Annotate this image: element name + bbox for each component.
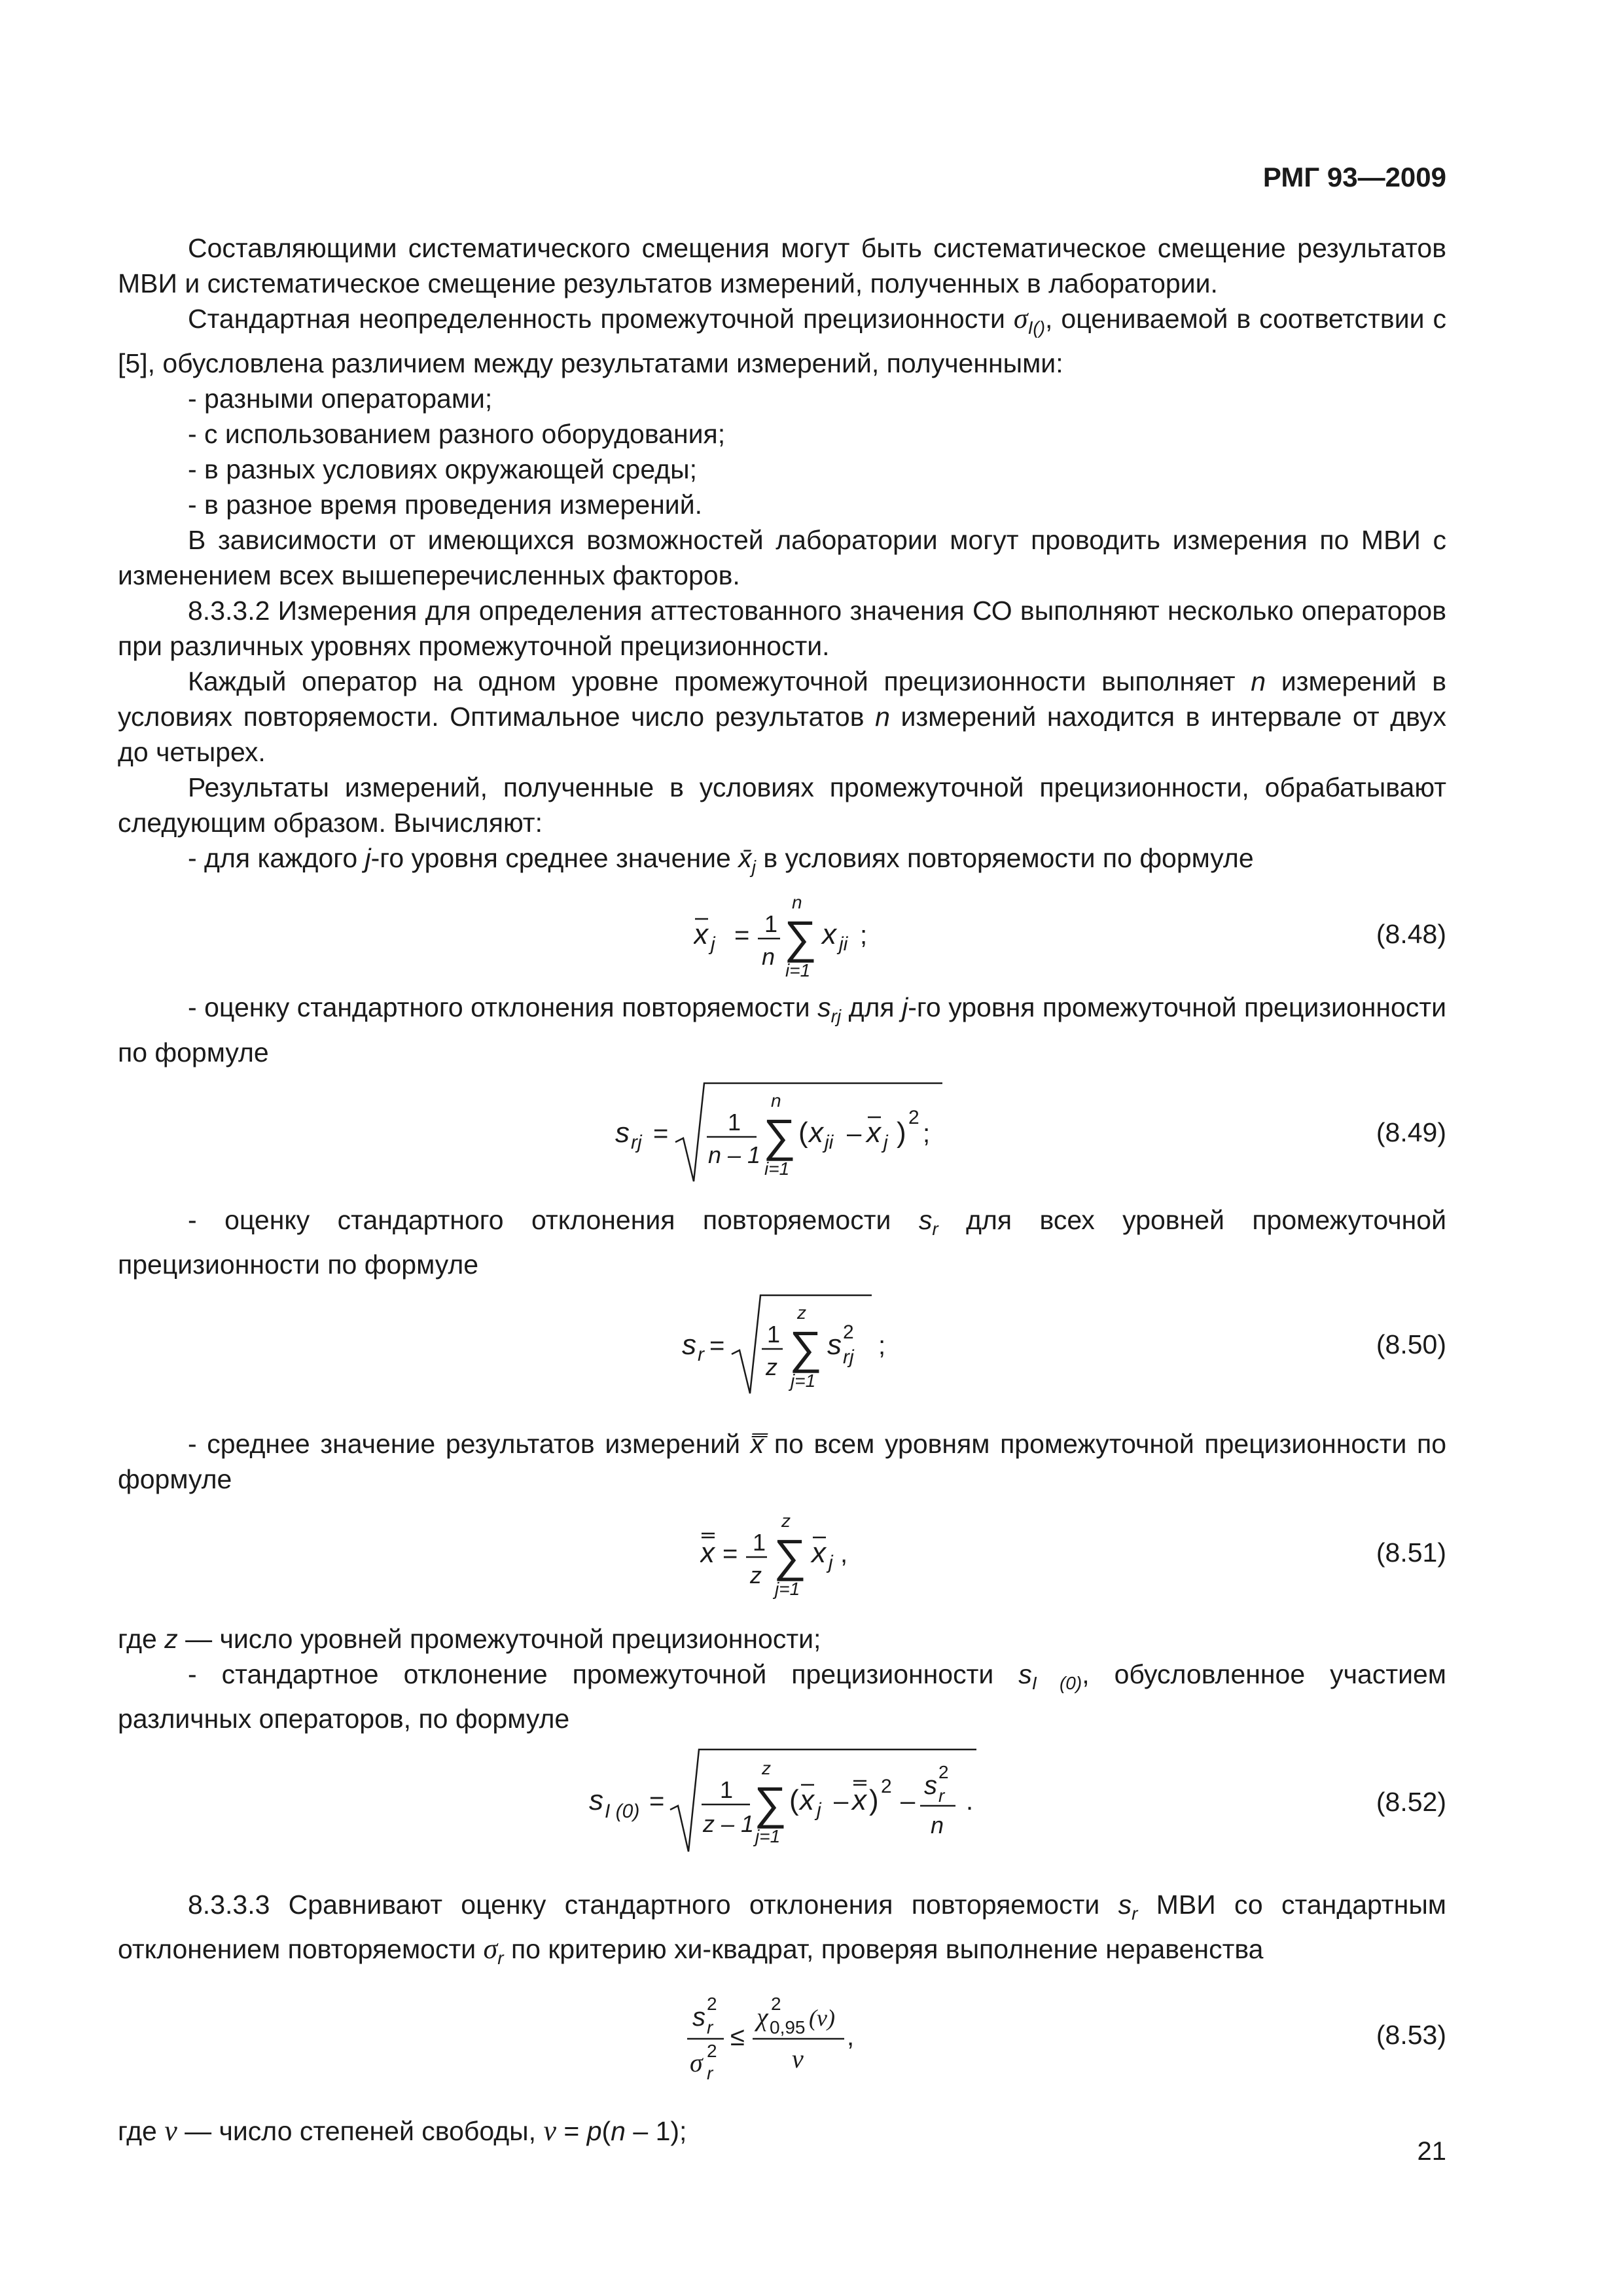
fraction-numerator: 1: [767, 1320, 781, 1348]
formula-punctuation: ;: [860, 921, 868, 950]
formula-argument: (ν): [809, 2005, 835, 2032]
paragraph-text: — число степеней свободы,: [177, 2116, 544, 2147]
paragraph-text: измерений находится в интервале от двух до четырех.: [118, 702, 1446, 768]
paragraph: [118, 522, 1446, 593]
formula-symbol: x: [866, 1116, 881, 1149]
paragraph: [118, 990, 1446, 1069]
formula-superscript: 2: [881, 1775, 892, 1797]
formula-superscript: 2: [938, 1761, 949, 1782]
fraction-denominator: z – 1: [703, 1810, 755, 1837]
paragraph-text: , обусловленное участием различных операторов, по формуле: [118, 1659, 1446, 1734]
mean-symbol: x̄: [738, 843, 752, 874]
formula-symbol: s: [615, 1116, 630, 1149]
fraction-numerator: 1: [753, 1528, 766, 1556]
equation-8-52: [118, 1736, 1446, 1867]
formula-subscript: rj: [843, 1346, 854, 1368]
paren-open: (: [789, 1784, 799, 1816]
paragraph: [118, 770, 1446, 840]
sum-sign: ∑: [763, 1109, 796, 1161]
sum-upper-limit: z: [762, 1757, 771, 1778]
paragraph-text: Результаты измерений, полученные в условиях промежуточной прецизионности, обрабатывают следующим образом. Вычисляют:: [118, 772, 1446, 838]
symbol-subscript: I (0): [1031, 1672, 1082, 1693]
document-body: [118, 230, 1446, 2149]
paragraph: [118, 1657, 1446, 1736]
paragraph: [118, 1887, 1446, 1976]
formula-symbol: x: [809, 1116, 823, 1149]
formula-8-52-graphic: [589, 1736, 1008, 1867]
paragraph-text: – 1);: [625, 2116, 687, 2147]
paragraph: [118, 1202, 1446, 1282]
equation-number: (8.51): [1376, 1537, 1446, 1568]
formula-subscript: j: [829, 1551, 833, 1573]
paragraph-text: - оценку стандартного отклонения повторяемости: [188, 992, 818, 1023]
formula-symbol: σ: [690, 2048, 703, 2078]
formula-symbol: s: [924, 1770, 937, 1800]
paragraph-text: в условиях повторяемости по формуле: [755, 843, 1254, 874]
list-item-text: - в разных условиях окружающей среды;: [188, 454, 698, 485]
formula-8-53-graphic: [687, 1976, 903, 2094]
formula-symbol: χ: [757, 2002, 768, 2032]
paragraph: [118, 1621, 1446, 1657]
variable-n: n: [875, 702, 890, 732]
variable-n: n: [1251, 666, 1266, 697]
variable-n: n: [611, 2116, 626, 2147]
formula: [118, 1497, 1329, 1608]
variable-j: j: [902, 992, 908, 1023]
formula-subscript: r: [698, 1343, 704, 1365]
sum-sign: ∑: [784, 912, 817, 963]
formula: [118, 1070, 1329, 1194]
paren-close: ): [869, 1784, 879, 1816]
paragraph-text: Составляющими систематического смещения могут быть систематическое смещение результатов МВИ и систематическое смещение результатов измерений, полученных в лаборатории.: [118, 233, 1446, 298]
paragraph-text: =: [556, 2116, 587, 2147]
formula-symbol: s: [692, 2003, 705, 2032]
paragraph-text: по критерию хи-квадрат, проверяя выполнение неравенства: [503, 1934, 1264, 1965]
formula-subscript: r: [707, 2017, 713, 2038]
formula-subscript: rj: [631, 1131, 642, 1153]
equals-sign: =: [734, 921, 750, 950]
formula: [118, 885, 1329, 983]
list-item: [118, 452, 1446, 487]
paragraph-text: - для каждого: [188, 843, 365, 874]
formula-punctuation: ,: [840, 1539, 848, 1568]
formula: [118, 1282, 1329, 1407]
fraction-denominator: ν: [792, 2044, 804, 2074]
paragraph-text: Стандартная неопределенность промежуточной прецизионности: [188, 304, 1014, 334]
equation-number: (8.50): [1376, 1329, 1446, 1359]
formula-8-50-graphic: [682, 1282, 918, 1407]
formula-symbol: x: [822, 918, 836, 951]
paragraph-text: , оцениваемой в соответствии с [5], обусловлена различием между результатами измерений, полученными:: [118, 304, 1446, 379]
paragraph-text: В зависимости от имеющихся возможностей лаборатории могут проводить измерения по МВИ с изменением всех вышеперечисленных факторов.: [118, 525, 1446, 591]
formula-8-49-graphic: [615, 1070, 982, 1194]
fraction-denominator: z: [766, 1353, 777, 1380]
minus-sign: –: [901, 1786, 916, 1816]
symbol-subscript: r: [932, 1218, 938, 1239]
list-item: [118, 381, 1446, 416]
formula-8-48-graphic: [694, 885, 955, 983]
variable-j: j: [365, 843, 371, 874]
sum-upper-limit: z: [797, 1302, 806, 1323]
paragraph-text: Каждый оператор на одном уровне промежуточной прецизионности выполняет: [188, 666, 1251, 697]
sum-sign: ∑: [754, 1777, 787, 1829]
formula-symbol: x: [694, 918, 708, 951]
paragraph-text: по всем уровням промежуточной прецизионности по формуле: [118, 1428, 1447, 1494]
equation-8-53: [118, 1976, 1446, 2094]
page-number: 21: [1417, 2137, 1446, 2166]
variable-p: p: [586, 2116, 602, 2147]
sigma-symbol: σ: [483, 1933, 498, 1965]
equation-number: (8.48): [1376, 919, 1446, 950]
equals-sign: =: [722, 1539, 738, 1568]
formula-subscript: j: [711, 933, 715, 956]
minus-sign: –: [847, 1119, 862, 1148]
symbol-subscript: j: [751, 857, 756, 878]
fraction-numerator: 1: [764, 910, 778, 938]
paragraph-text: - среднее значение результатов измерений: [188, 1428, 751, 1459]
formula-punctuation: .: [966, 1786, 974, 1816]
formula-symbol: s: [589, 1784, 603, 1816]
formula-subscript: r: [707, 2063, 713, 2084]
list-item: [118, 487, 1446, 522]
sum-lower-limit: j=1: [791, 1370, 816, 1391]
nu-symbol: ν: [164, 2115, 177, 2147]
paragraph: [118, 2113, 1446, 2149]
nu-symbol: ν: [543, 2115, 556, 2147]
paren-close: ): [897, 1116, 906, 1149]
list-item-text: - с использованием разного оборудования;: [188, 419, 726, 450]
symbol-subscript: rj: [830, 1006, 842, 1027]
paragraph-text: (: [601, 2116, 611, 2147]
sum-upper-limit: n: [792, 892, 802, 913]
paragraph-text: - стандартное отклонение промежуточной прецизионности: [188, 1659, 1019, 1689]
paragraph: [118, 840, 1446, 885]
equation-number: (8.53): [1376, 2020, 1446, 2051]
paragraph: [118, 301, 1446, 381]
paragraph-text: 8.3.3.2 Измерения для определения аттестованного значения СО выполняют несколько операторов при различных уровнях промежуточной прецизионности.: [118, 596, 1446, 662]
variable-z: z: [164, 1623, 178, 1654]
paragraph: [118, 593, 1446, 664]
list-item-text: - в разное время проведения измерений.: [188, 490, 702, 520]
equation-8-49: [118, 1070, 1446, 1194]
formula-punctuation: ;: [923, 1119, 931, 1148]
sum-sign: ∑: [774, 1530, 806, 1581]
equation-8-51: [118, 1497, 1446, 1608]
formula-superscript: 2: [843, 1321, 854, 1343]
fraction-denominator: z: [750, 1561, 762, 1588]
formula-subscript: r: [938, 1785, 945, 1806]
sum-lower-limit: i=1: [785, 960, 811, 981]
formula-superscript: 2: [771, 1994, 781, 2015]
minus-sign: –: [834, 1786, 849, 1816]
s-symbol: s: [918, 1204, 933, 1235]
s-symbol: s: [1118, 1889, 1132, 1920]
formula-superscript: 2: [707, 1994, 717, 2015]
formula-symbol: s: [682, 1328, 696, 1361]
paragraph-text: МВИ со стандартным отклонением повторяемости: [118, 1889, 1446, 1965]
paragraph-text: измерений в условиях повторяемости. Оптимальное число результатов: [118, 666, 1446, 732]
formula-subscript: ji: [839, 933, 848, 956]
equals-sign: =: [709, 1331, 725, 1360]
document-code: РМГ 93—2009: [1262, 162, 1446, 192]
formula-subscript: j: [817, 1799, 821, 1821]
formula-symbol: x: [800, 1784, 814, 1816]
paragraph: [118, 230, 1446, 301]
paragraph-text: - оценку стандартного отклонения повторяемости: [188, 1204, 919, 1235]
sum-sign: ∑: [789, 1321, 822, 1373]
fraction-denominator: n – 1: [708, 1141, 761, 1168]
paragraph-text: -го уровня среднее значение: [370, 843, 739, 874]
formula-superscript: 2: [908, 1106, 919, 1128]
sum-lower-limit: i=1: [764, 1158, 790, 1179]
fraction-numerator: 1: [728, 1108, 741, 1136]
formula: [118, 1736, 1329, 1867]
paragraph-text: для: [841, 992, 902, 1023]
paragraph: [118, 1426, 1446, 1497]
symbol-subscript: r: [1132, 1903, 1138, 1924]
formula-subscript: I (0): [605, 1800, 640, 1822]
symbol-subscript: I(): [1027, 317, 1046, 338]
formula-punctuation: ;: [878, 1331, 886, 1360]
formula: [118, 1976, 1329, 2094]
paragraph-text: где: [118, 1623, 165, 1654]
paragraph-text: для всех уровней промежуточной прецизионности по формуле: [118, 1204, 1446, 1280]
formula-punctuation: ,: [847, 2022, 855, 2052]
symbol-subscript: r: [497, 1948, 504, 1969]
formula-symbol: x: [700, 1536, 715, 1569]
paren-open: (: [798, 1116, 808, 1149]
formula-symbol: s: [827, 1328, 842, 1361]
sigma-symbol: σ: [1013, 302, 1028, 334]
grand-mean-symbol: x̿: [750, 1428, 764, 1459]
formula-subscript: j: [883, 1131, 888, 1153]
paragraph-text: где: [118, 2116, 165, 2147]
paragraph-text: 8.3.3.3 Сравнивают оценку стандартного отклонения повторяемости: [188, 1889, 1118, 1920]
paragraph-text: -го уровня промежуточной прецизионности по формуле: [118, 992, 1446, 1067]
s-symbol: s: [817, 992, 831, 1023]
equation-number: (8.49): [1376, 1117, 1446, 1147]
equation-8-50: [118, 1282, 1446, 1407]
sum-lower-limit: j=1: [775, 1578, 800, 1599]
list-item-text: - разными операторами;: [188, 384, 493, 414]
formula-subscript: 0,95: [770, 2017, 806, 2038]
equation-8-48: [118, 885, 1446, 983]
s-symbol: s: [1018, 1659, 1032, 1689]
fraction-numerator: 1: [720, 1776, 734, 1803]
fraction-denominator: n: [931, 1811, 944, 1839]
sum-upper-limit: z: [781, 1510, 791, 1531]
equation-number: (8.52): [1376, 1786, 1446, 1817]
sum-upper-limit: n: [771, 1090, 781, 1111]
fraction-denominator: n: [762, 943, 776, 971]
equals-sign: =: [653, 1119, 669, 1148]
formula-subscript: ji: [825, 1131, 834, 1153]
less-equal-sign: ≤: [730, 2022, 745, 2052]
formula-superscript: 2: [707, 2041, 717, 2062]
sum-lower-limit: j=1: [755, 1825, 781, 1846]
formula-symbol: x: [852, 1784, 866, 1816]
formula-symbol: x: [812, 1536, 826, 1569]
formula-8-51-graphic: [700, 1497, 897, 1608]
paragraph: [118, 664, 1446, 770]
equals-sign: =: [649, 1786, 665, 1816]
list-item: [118, 416, 1446, 452]
paragraph-text: — число уровней промежуточной прецизионности;: [177, 1623, 821, 1654]
